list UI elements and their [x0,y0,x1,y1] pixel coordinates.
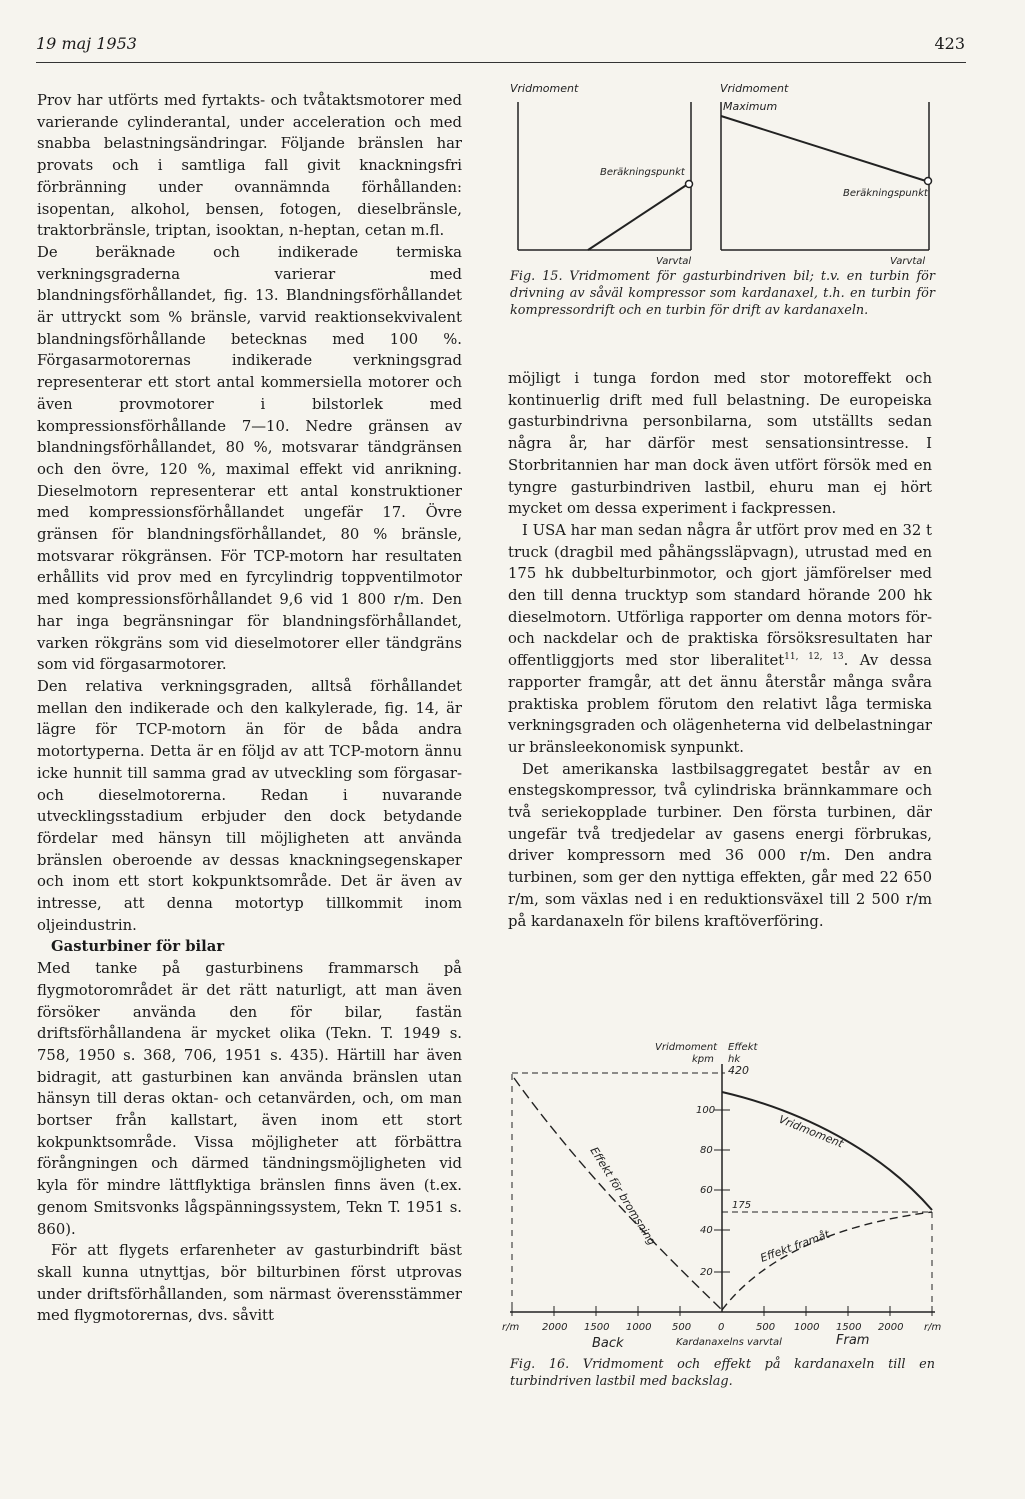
fig16-420: 420 [728,1064,749,1077]
left-column [37,90,462,1327]
fig16-power-curve [722,1212,932,1310]
text-span: I USA har man sedan några år utfört prov med en 32 t truck (dragbil med påhängssläpvagn), utrustad med en 175 hk dubbelturbinmotor, och gjort jämförelser med den till denna trucktyp som standard hörande 200 hk dieselmotorn. Utförliga rapporter om denna motors för- och nackdelar och de praktiska försöksresultaten har offentliggjorts med stor liberalitet [508,521,932,670]
fig16-xtick-label: 1000 [794,1322,820,1333]
fig16-caption: Fig. 16. Vridmoment och effekt på kardanaxeln till en turbindriven lastbil med backslag. [510,1357,935,1389]
fig16-fram-label: Fram [836,1333,870,1348]
fig15-left-curve [588,184,688,250]
text-span: . Av dessa rapporter framgår, att det ännu återstår många svåra praktiska problem förutom den relativt låga termiska verkningsgraden och olägenheterna vid delbelastningar ur bränsleekonomisk synpunkt. [508,652,932,756]
fig16-ytick-label: 20 [700,1267,713,1278]
fig16-ytick-label: 40 [700,1225,713,1236]
fig15-right-ylabel: Vridmoment [720,82,789,95]
figure-16 [500,1040,950,1360]
fig16-xtick-label: 1500 [584,1322,610,1333]
fig16-power-label: Effekt framåt [758,1227,832,1265]
fig15-caption: Fig. 15. Vridmoment för gasturbindriven bil; t.v. en turbin för drivning av såväl kompressor som kardanaxel, t.h. en turbin för kompressordrift och en turbin för drift av kardanaxeln. [510,269,935,318]
fig16-torque-curve-label: Vridmoment [776,1112,846,1151]
paragraph: Den relativa verkningsgraden, alltså förhållandet mellan den indikerade och den kalkylerade, fig. 14, är lägre för TCP-motorn än för de båda andra motortyperna. Detta är en följd av att TCP-motorn ännu icke hunnit till samma grad av utveckling som förgasar- och dieselmotorerna. Redan i nuvarande utvecklingsstadium erbjuder den dock betydande fördelar med hänsyn till möjligheten att använda bränslen oberoende av dessas knackningsegenskaper och inom ett stort kokpunktsområde. Det är även av intresse, att denna motortyp tillkommit inom oljeindustrin. [37,677,462,934]
fig16-xtick-label: r/m [924,1322,942,1333]
paragraph: Det amerikanska lastbilsaggregatet består av en enstegskompressor, två cylindriska brännkammare och två seriekopplade turbiner. Den första turbinen, där ungefär två tredjedelar av gasens energi förbrukas, driver kompressorn med 36 000 r/m. Den andra turbinen, som ger den nyttiga effekten, går med 22 650 r/m, som växlas ned i en reduktionsväxel till 2 500 r/m på kardanaxeln för bilens kraftöverföring. [508,760,932,930]
fig16-ytick-label: 80 [700,1145,713,1156]
fig15-right-xlabel: Varvtal [890,256,926,267]
fig16-brake-label: Effekt för bromsning [587,1144,659,1248]
right-column [508,368,932,932]
fig15-left-point-label: Beräkningspunkt [600,167,685,178]
fig16-y-ticks [696,1105,730,1278]
fig15-right-maxlabel: Maximum [723,100,778,113]
fig16-power-label: Effekt [728,1042,758,1053]
paragraph [508,520,932,759]
fig16-axis-label: Kardanaxelns varvtal [676,1337,782,1348]
page-number: 423 [934,34,965,53]
fig15-right-point-label: Beräkningspunkt [843,188,928,199]
fig16-torque-label: Vridmoment [655,1042,718,1053]
paragraph: möjligt i tunga fordon med stor motoreffekt och kontinuerlig drift med full belastning. De europeiska gasturbindrivna personbilarna, som utställts sedan några år, har därför mest sensationsintresse. I Storbritannien har man dock även utfört försök med en tyngre gasturbindriven lastbil, ehuru man ej hört mycket om dessa experiment i fackpressen. [508,370,932,518]
fig16-xtick-label: 500 [672,1322,692,1333]
fig16-xtick-label: 0 [718,1322,725,1333]
paragraph: De beräknade och indikerade termiska verkningsgraderna varierar med blandningsförhållandet, fig. 13. Blandningsförhållandet är uttryckt som % bränsle, varvid reaktionsekvivalent blandningsförhållande betecknas med 100 %. Förgasarmotorernas indikerade verkningsgrad representerar ett stort antal kommersiella motorer och även provmotorer i bilstorlek med kompressionsförhållande 7—10. Nedre gränsen av blandningsförhållandet, 80 %, motsvarar tändgränsen och den övre, 120 %, maximal effekt vid anrikning. Dieselmotorn representerar ett antal konstruktioner med kompressionsförhållandet ungefär 17. Övre gränsen för blandningsförhållandet, 80 % bränsle, motsvarar rökgränsen. För TCP-motorn har resultaten erhållits vid prov med en fyrcylindrig toppventilmotor med kompressionsförhållandet 9,6 vid 1 800 r/m. Den har inga begränsningar för blandningsförhållandet, varken rökgräns som vid dieselmotorer eller tändgräns som vid förgasarmotorer. [37,243,462,674]
paragraph: För att flygets erfarenheter av gasturbindrift bäst skall kunna utnyttjas, bör bilturbinen först utprovas under driftsförhållanden, som närmast överensstämmer med flygmotorernas, dvs. såvitt [37,1242,462,1325]
fig16-torque-unit: kpm [692,1054,714,1065]
fig16-175: 175 [732,1200,752,1211]
fig15-left-ylabel: Vridmoment [510,82,579,95]
paragraph: Med tanke på gasturbinens frammarsch på flygmotorområdet är det rätt naturligt, att man även försöker använda den för bilar, fastän driftsförhållandena är mycket olika (Tekn. T. 1949 s. 758, 1950 s. 368, 706, 1951 s. 435). Härtill har även bidragit, att gasturbinen kan använda bränslen utan hänsyn till deras oktan- och cetanvärden, och, om man bortser från kallstart, även inom ett stort kokpunktsområde. Vissa möjligheter att förbättra förångningen och därmed tändningsmöjligheten vid kyla för mindre lättflyktiga bränslen finns även (t.ex. genom Smitsvonks lågspänningssystem, Tekn T. 1951 s. 860). [37,960,462,1238]
fig16-ytick-label: 60 [700,1185,713,1196]
fig16-xtick-label: 2000 [542,1322,568,1333]
fig16-xtick-label: 2000 [878,1322,904,1333]
reference-sup: 11, 12, 13 [784,652,844,663]
fig15-right-curve [721,116,926,181]
fig16-x-tick-labels [502,1322,941,1333]
fig16-power-unit: hk [728,1054,741,1065]
fig16-xtick-label: 1000 [626,1322,652,1333]
paragraph: Prov har utförts med fyrtakts- och tvåtaktsmotorer med varierande cylinderantal, under acceleration och med snabba belastningsändringar. Följande bränslen har provats och i samtliga fall givit knackningsfri förbränning under ovannämnda förhållanden: isopentan, alkohol, bensen, fotogen, dieselbränsle, traktorbränsle, triptan, isooktan, n-heptan, cetan m.fl. [37,92,462,240]
fig16-xtick-label: r/m [502,1322,520,1333]
fig16-ytick-label: 100 [696,1105,716,1116]
header-date: 19 maj 1953 [36,34,137,53]
header-rule [36,62,966,63]
fig16-torque-curve [722,1092,932,1210]
fig16-xtick-label: 500 [756,1322,776,1333]
fig16-back-label: Back [592,1336,624,1351]
fig15-left-point [686,181,693,188]
fig15-left-xlabel: Varvtal [656,256,692,267]
fig15-right-point [925,178,932,185]
section-heading: Gasturbiner för bilar [51,938,225,956]
fig16-xtick-label: 1500 [836,1322,862,1333]
figure-15 [508,72,938,292]
